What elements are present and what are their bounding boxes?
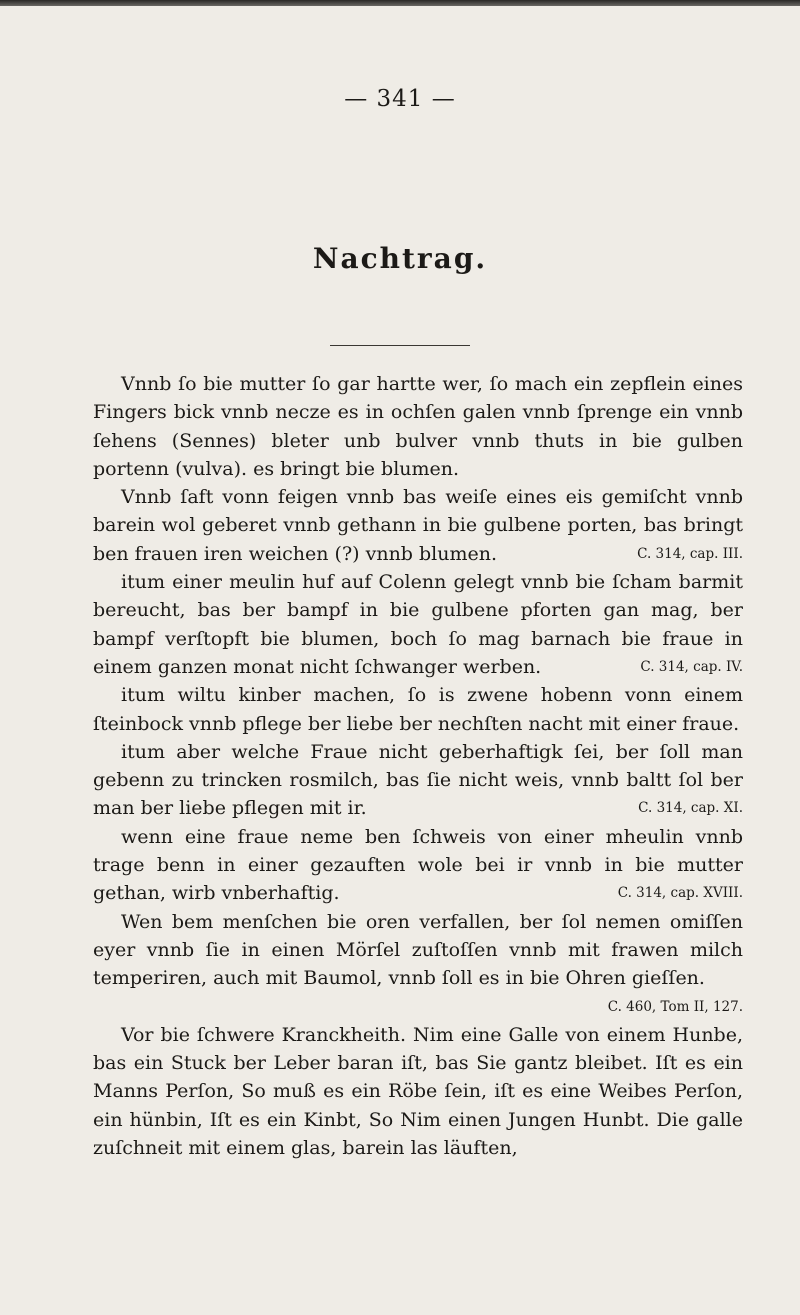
paragraph-3: itum einer meulin huf auf Colenn gelegt vnnb bie ſcham barmit bereucht, bas ber bampf in bie gulbene pforten gan mag, ber bampf verſtopft bie blumen, boch ſo mag barnach bie fraue in einem ganzen monat nicht ſchwanger werben. C. 314, cap. IV. — [93, 568, 743, 681]
page-heading: Nachtrag. — [312, 242, 488, 275]
citation: C. 314, cap. XI. — [638, 800, 743, 817]
paragraph-2: Vnnb ſaft vonn feigen vnnb bas weiſe eines eis gemiſcht vnnb barein wol geberet vnnb gethann in bie gulbene porten, bas bringt ben frauen iren weichen (?) vnnb blumen. C. 314, cap. III. — [93, 483, 743, 568]
paragraph-1: Vnnb ſo bie mutter ſo gar hartte wer, ſo mach ein zepflein eines Fingers bick vnnb necze es in ochſen galen vnnb ſprenge ein vnnb ſehens (Sennes) bleter unb bulver vnnb thuts in bie gulben portenn (vulva). es bringt bie blumen. — [93, 373, 743, 480]
citation: C. 314, cap. III. — [637, 545, 743, 562]
citation: C. 314, cap. IV. — [640, 658, 743, 675]
body-text — [93, 370, 743, 1162]
heading-divider — [330, 345, 470, 346]
paragraph-8: Vor bie ſchwere Kranckheith. Nim eine Galle von einem Hunbe, bas ein Stuck ber Leber baran iſt, bas Sie gantz bleibet. Iſt es ein Manns Perſon, So muß es ein Röbe ſein, iſt es eine Weibes Perſon, ein hünbin, Iſt es ein Kinbt, So Nim einen Jungen Hunbt. Die galle zuſchneit mit einem glas, barein las läuften, — [93, 1023, 743, 1160]
paragraph-6: wenn eine fraue neme ben ſchweis von einer mheulin vnnb trage benn in einer gezauften wole bei ir vnnb in bie mutter gethan, wirb vnberhaftig. C. 314, cap. XVIII. — [93, 823, 743, 908]
citation: C. 460, Tom II, 127. — [607, 998, 743, 1015]
paragraph-4: itum wiltu kinber machen, ſo is zwene hobenn vonn einem ſteinbock vnnb pflege ber liebe ber nechſten nacht mit einer fraue. — [93, 684, 743, 735]
top-edge-shadow — [0, 0, 800, 6]
paragraph-7: Wen bem menſchen bie oren verfallen, ber ſol nemen omiſſen eyer vnnb ſie in einen Mörſel zuſtoſſen vnnb mit frawen milch temperiren, auch mit Baumol, vnnb ſoll es in bie Ohren gieſſen. — [93, 910, 743, 990]
paragraph-5: itum aber welche Fraue nicht geberhaftigk ſei, ber ſoll man gebenn zu trincken rosmilch, bas ſie nicht weis, vnnb baltt ſol ber man ber liebe pflegen mit ir. C. 314, cap. XI. — [93, 738, 743, 823]
page-number: — 341 — — [344, 86, 456, 112]
citation: C. 314, cap. XVIII. — [617, 885, 743, 902]
